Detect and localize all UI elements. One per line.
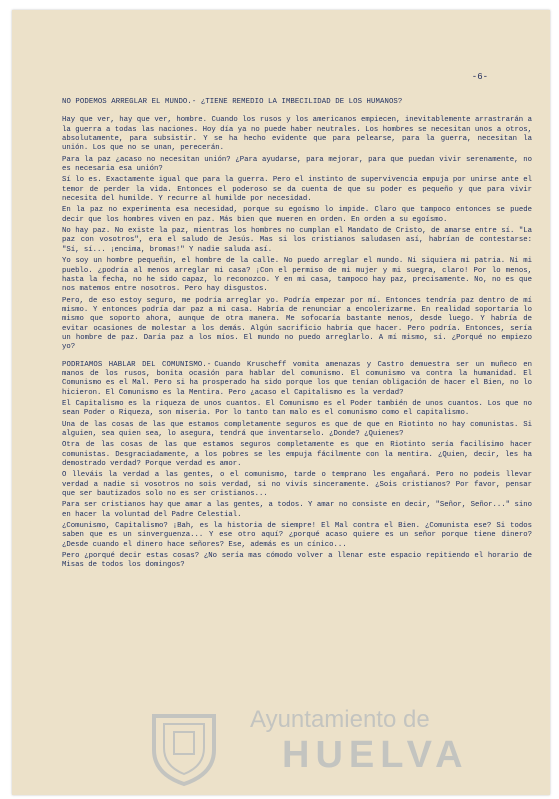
paragraph-text: Cuando Kruscheff vomita amenazas y Castro demuestra ser un muñeco en manos de los rusos, bonita ocasión para hablar del comunismo. El comunismo va contra la humanidad. El Comunismo es el Mal. Pero si ha prosperado ha sido porque los que tenían obligación de hacer el Bien, no lo hicieron. El Comunismo es la Mentira. Pero ¿acaso el Capitalismo es la verdad? bbox=[62, 360, 533, 397]
page-number: -6- bbox=[471, 72, 488, 82]
paragraph: Para ser cristianos hay que amar a las gentes, a todos. Y amar no consiste en decir, "Señor, Señor..." sino en hacer la voluntad del Padre Celestial. bbox=[62, 501, 532, 519]
watermark-line1: Ayuntamiento de bbox=[250, 706, 430, 733]
paragraph: Otra de las cosas de las que estamos seguros completamente es que en Riotinto sería facilísimo hacer comunistas. Desgraciadamente, a los pobres se les empuja fácilmente con la mentira. ¿Quien, decir, les ha demostrado verdad? Porque verdad es amor. bbox=[62, 441, 532, 469]
section-comunismo bbox=[62, 361, 532, 571]
paragraph: ¿Comunismo, Capitalismo? ¡Bah, es la historia de siempre! El Mal contra el Bien. ¿Comunista ese? Si todos saben que es un sinverguenza... Y ese otro aquí? ¿porqué acaso quiere es un señor porque tiene dinero? ¿Desde cuando el dinero hace señores? Ese, además es un cínico... bbox=[62, 522, 532, 549]
section-arreglar-mundo bbox=[62, 98, 532, 353]
paragraph: Una de las cosas de las que estamos completamente seguros es que de que en Riotinto no hay comunistas. Si alguien, sea quien sea, lo asegura, tendrá que inventarselo. ¿Donde? ¿Quienes? bbox=[62, 420, 532, 438]
paragraph: No hay paz. No existe la paz, mientras los hombres no cumplan el Mandato de Cristo, de amarse entre sí. "La paz con vosotros", era el saludo de Jesús. Mas si los cristianos saludasen así, habrían de contestarse: "Sí, sí... ¡encima, bromas!" Y nadie saluda así. bbox=[62, 227, 532, 254]
paragraph: Pero ¿porqué decir estas cosas? ¿No sería mas cómodo volver a llenar este espacio repitiendo el horario de Misas de todos los domingos? bbox=[62, 552, 532, 570]
paragraph bbox=[62, 361, 532, 398]
paragraph: O lleváis la verdad a las gentes, o el comunismo, tarde o temprano les engañará. Pero no podeis llevar verdad a nadie si vosotros no sois verdad, si no vivís sinceramente. ¿Sois cristianos? Por favor, pensar que ser bautizados solo no es ser cristianos... bbox=[62, 471, 532, 499]
document-body bbox=[62, 98, 532, 573]
document-page bbox=[12, 10, 550, 795]
paragraph: Yo soy un hombre pequeñín, el hombre de la calle. No puedo arreglar el mundo. Ni siquiera mi patria. Ni mi pueblo. ¿podría al menos arreglar mi casa? ¡Con el permiso de mi mujer y mi suegra, claro! Por lo menos, hasta la fecha, no he sido capaz, lo reconozco. Y en mi casa, tampoco hay paz, precisamente. No, no es que nos matemos entre nosotros. Pero hay disgustos. bbox=[62, 257, 532, 294]
paragraph: Sí lo es. Exactamente igual que para la guerra. Pero el instinto de supervivencia empuja por unirse ante el temor de perder la vida. Entonces el poderoso se da cuenta de que su poder es pequeño y que para vivir necesita del humilde. Y recurre al humilde por necesidad. bbox=[62, 176, 532, 204]
section-heading: NO PODEMOS ARREGLAR EL MUNDO.- ¿TIENE REMEDIO LA IMBECILIDAD DE LOS HUMANOS? bbox=[62, 98, 403, 106]
paragraph: Pero, de eso estoy seguro, me podría arreglar yo. Podría empezar por mí. Entonces tendría paz dentro de mí mismo. Y entonces podría dar paz a mi casa. Habría de renunciar a encolerizarme. En realidad soportaría lo mismo que soporto ahora, aunque de otra manera. Me sofocaría bastante menos, desde luego. Y habría de evitar ocasiones de molestar a los demás. Algún sacrificio habría que hacer. Pero podría. Entonces, sería un hombre de paz. Daría paz a los míos. El mundo no puedo arreglarlo. A mí mismo, sí. ¿Porqué no empiezo yo? bbox=[62, 296, 532, 352]
paragraph: En la paz no experimenta esa necesidad, porque su egoísmo lo impide. Claro que tampoco entonces se puede decir que los hombres viven en paz. Más bien que mueren en orden. En orden a su egoísmo. bbox=[62, 206, 532, 224]
paragraph: Para la paz ¿acaso no necesitan unión? ¿Para ayudarse, para mejorar, para que puedan vivir serenamente, no es necesaria esa unión? bbox=[62, 155, 532, 174]
paragraph: El Capitalismo es la riqueza de unos cuantos. El Comunismo es el Poder también de unos cuantos. Los que no sean Poder o Riqueza, son miseria. Por lo tanto tan malo es el comunismo como el capitalismo. bbox=[62, 399, 532, 418]
paragraph: Hay que ver, hay que ver, hombre. Cuando los rusos y los americanos empiecen, inevitablemente arrastrarán a la guerra a todas las naciones. Hoy día ya no puede haber neutrales. Los hombres se necesitan unos a otros, absolutamente, para subsistir. Y se ha hecho evidente que para pelearse, para la guerra, necesitan la unión. Los que no se unan, perecerán. bbox=[62, 116, 532, 153]
section-heading: PODRIAMOS HABLAR DEL COMUNISMO.- bbox=[62, 360, 212, 369]
archive-watermark bbox=[132, 700, 550, 790]
watermark-line2: HUELVA bbox=[282, 734, 469, 776]
coat-of-arms-icon bbox=[144, 708, 224, 788]
